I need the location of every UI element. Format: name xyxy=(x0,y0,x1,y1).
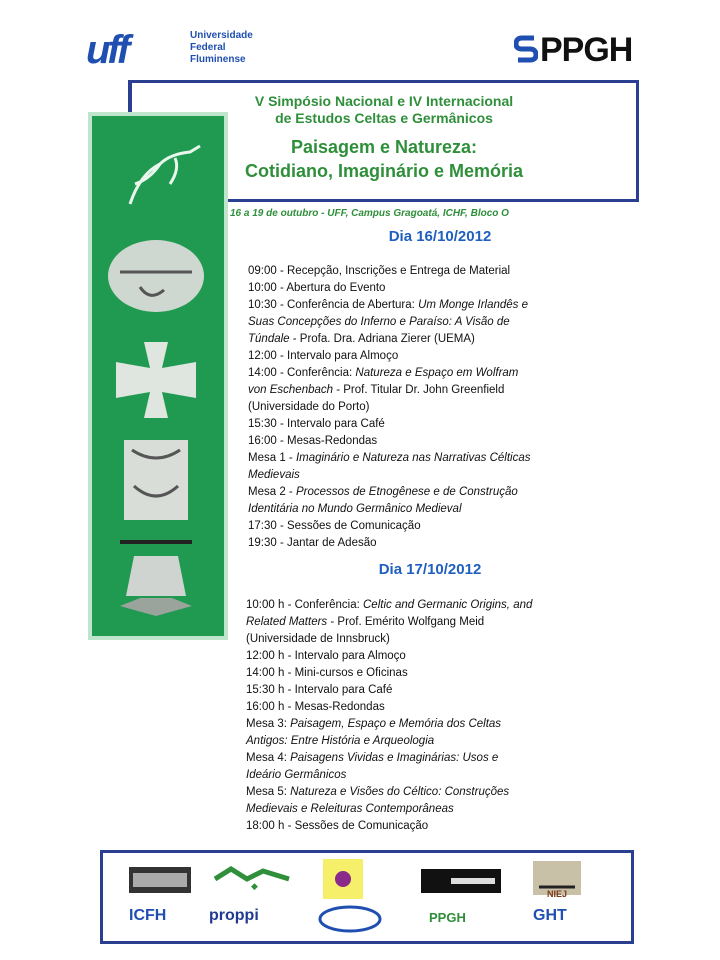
symposium-theme: Paisagem e Natureza: Cotidiano, Imaginário e Memória xyxy=(244,137,524,181)
cross-icon xyxy=(100,336,212,424)
schedule-row: 09:00 - Recepção, Inscrições e Entrega de Material xyxy=(248,265,511,277)
schedule-row: 16:00 h - Mesas-Redondas xyxy=(246,701,385,713)
carved-panel-icon xyxy=(100,436,212,524)
schedule-row: Identitária no Mundo Germânico Medieval xyxy=(248,503,462,515)
schedule-row: (Universidade do Porto) xyxy=(248,401,370,413)
day1-heading: Dia 16/10/2012 xyxy=(388,228,492,245)
schedule-row: 10:30 - Conferência de Abertura: Um Monge Irlandês e xyxy=(248,299,529,311)
schedule-row: Mesa 2 - Processos de Etnogênese e de Construção xyxy=(248,486,518,498)
symposium-title: V Simpósio Nacional e IV Internacional de Estudos Celtas e Germânicos xyxy=(254,93,514,126)
schedule-row: Túndale - Profa. Dra. Adriana Zierer (UEMA) xyxy=(248,333,475,345)
schedule-row: Related Matters - Prof. Emérito Wolfgang Meid xyxy=(246,616,485,628)
schedule-row: Suas Concepções do Inferno e Paraíso: A Visão de xyxy=(248,316,510,328)
schedule-row: Mesa 5: Natureza e Visões do Céltico: Construções xyxy=(246,786,510,798)
schedule-row: 12:00 h - Intervalo para Almoço xyxy=(246,650,406,662)
schedule-row: Antigos: Entre História e Arqueologia xyxy=(246,735,435,747)
schedule-row: von Eschenbach - Prof. Titular Dr. John Greenfield xyxy=(248,384,505,396)
schedule-row: 10:00 - Abertura do Evento xyxy=(248,282,386,294)
uff-logo-mark: uff xyxy=(86,28,128,72)
sponsor-niej: NIEJ xyxy=(547,889,568,899)
sponsor-logo-icon xyxy=(317,905,383,933)
schedule-row: Mesa 4: Paisagens Vividas e Imaginárias: Usos e xyxy=(246,752,499,764)
schedule-row: Ideário Germânicos xyxy=(246,769,347,781)
event-info: 16 a 19 de outubro - UFF, Campus Gragoatá, ICHF, Bloco O xyxy=(230,208,509,219)
sponsor-logo-icon xyxy=(211,865,293,893)
day2-heading: Dia 17/10/2012 xyxy=(378,561,482,578)
schedule-row: (Universidade de Innsbruck) xyxy=(246,633,390,645)
ppgh-wordmark: PPGH xyxy=(540,31,633,69)
schedule-row: Medievais e Releituras Contemporâneas xyxy=(246,803,454,815)
decorative-panel xyxy=(88,112,228,640)
schedule-row: 18:00 h - Sessões de Comunicação xyxy=(246,820,429,832)
bird-icon xyxy=(100,124,212,212)
sponsor-logos xyxy=(100,850,634,944)
uff-logo-text: Universidade Federal Fluminense xyxy=(190,30,253,65)
schedule-row: 17:30 - Sessões de Comunicação xyxy=(248,520,421,532)
svg-text:◆: ◆ xyxy=(251,881,258,891)
sponsor-ppgh: PPGH xyxy=(429,910,466,925)
schedule-row: Mesa 1 - Imaginário e Natureza nas Narrativas Célticas xyxy=(248,452,531,464)
inscribed-stone-icon xyxy=(100,232,212,320)
schedule-row: 10:00 h - Conferência: Celtic and Germanic Origins, and xyxy=(246,599,533,611)
schedule-row: 16:00 - Mesas-Redondas xyxy=(248,435,378,447)
ppgh-symbol-icon xyxy=(514,34,538,64)
ppgh-logo xyxy=(514,30,634,70)
schedule-row: Medievais xyxy=(248,469,300,481)
sponsor-icfh: ICFH xyxy=(129,907,167,924)
sponsor-logo-icon xyxy=(323,859,363,899)
schedule-row: 14:00 h - Mini-cursos e Oficinas xyxy=(246,667,408,679)
sponsor-logo-icon xyxy=(129,867,191,893)
day1-schedule xyxy=(248,263,531,552)
day2-schedule xyxy=(246,597,532,835)
sponsor-proppi: proppi xyxy=(209,907,259,924)
schedule-row: 12:00 - Intervalo para Almoço xyxy=(248,350,399,362)
uff-logo xyxy=(86,28,286,72)
schedule-row: 15:30 h - Intervalo para Café xyxy=(246,684,393,696)
schedule-row: Mesa 3: Paisagem, Espaço e Memória dos Celtas xyxy=(246,718,502,730)
schedule-row: 14:00 - Conferência: Natureza e Espaço em Wolfram xyxy=(248,367,519,379)
schedule-row: 15:30 - Intervalo para Café xyxy=(248,418,385,430)
schedule-row: 19:30 - Jantar de Adesão xyxy=(248,537,377,549)
sponsor-ght: GHT xyxy=(533,907,567,924)
cauldron-icon xyxy=(100,536,212,624)
sponsor-logo-icon xyxy=(421,869,501,893)
